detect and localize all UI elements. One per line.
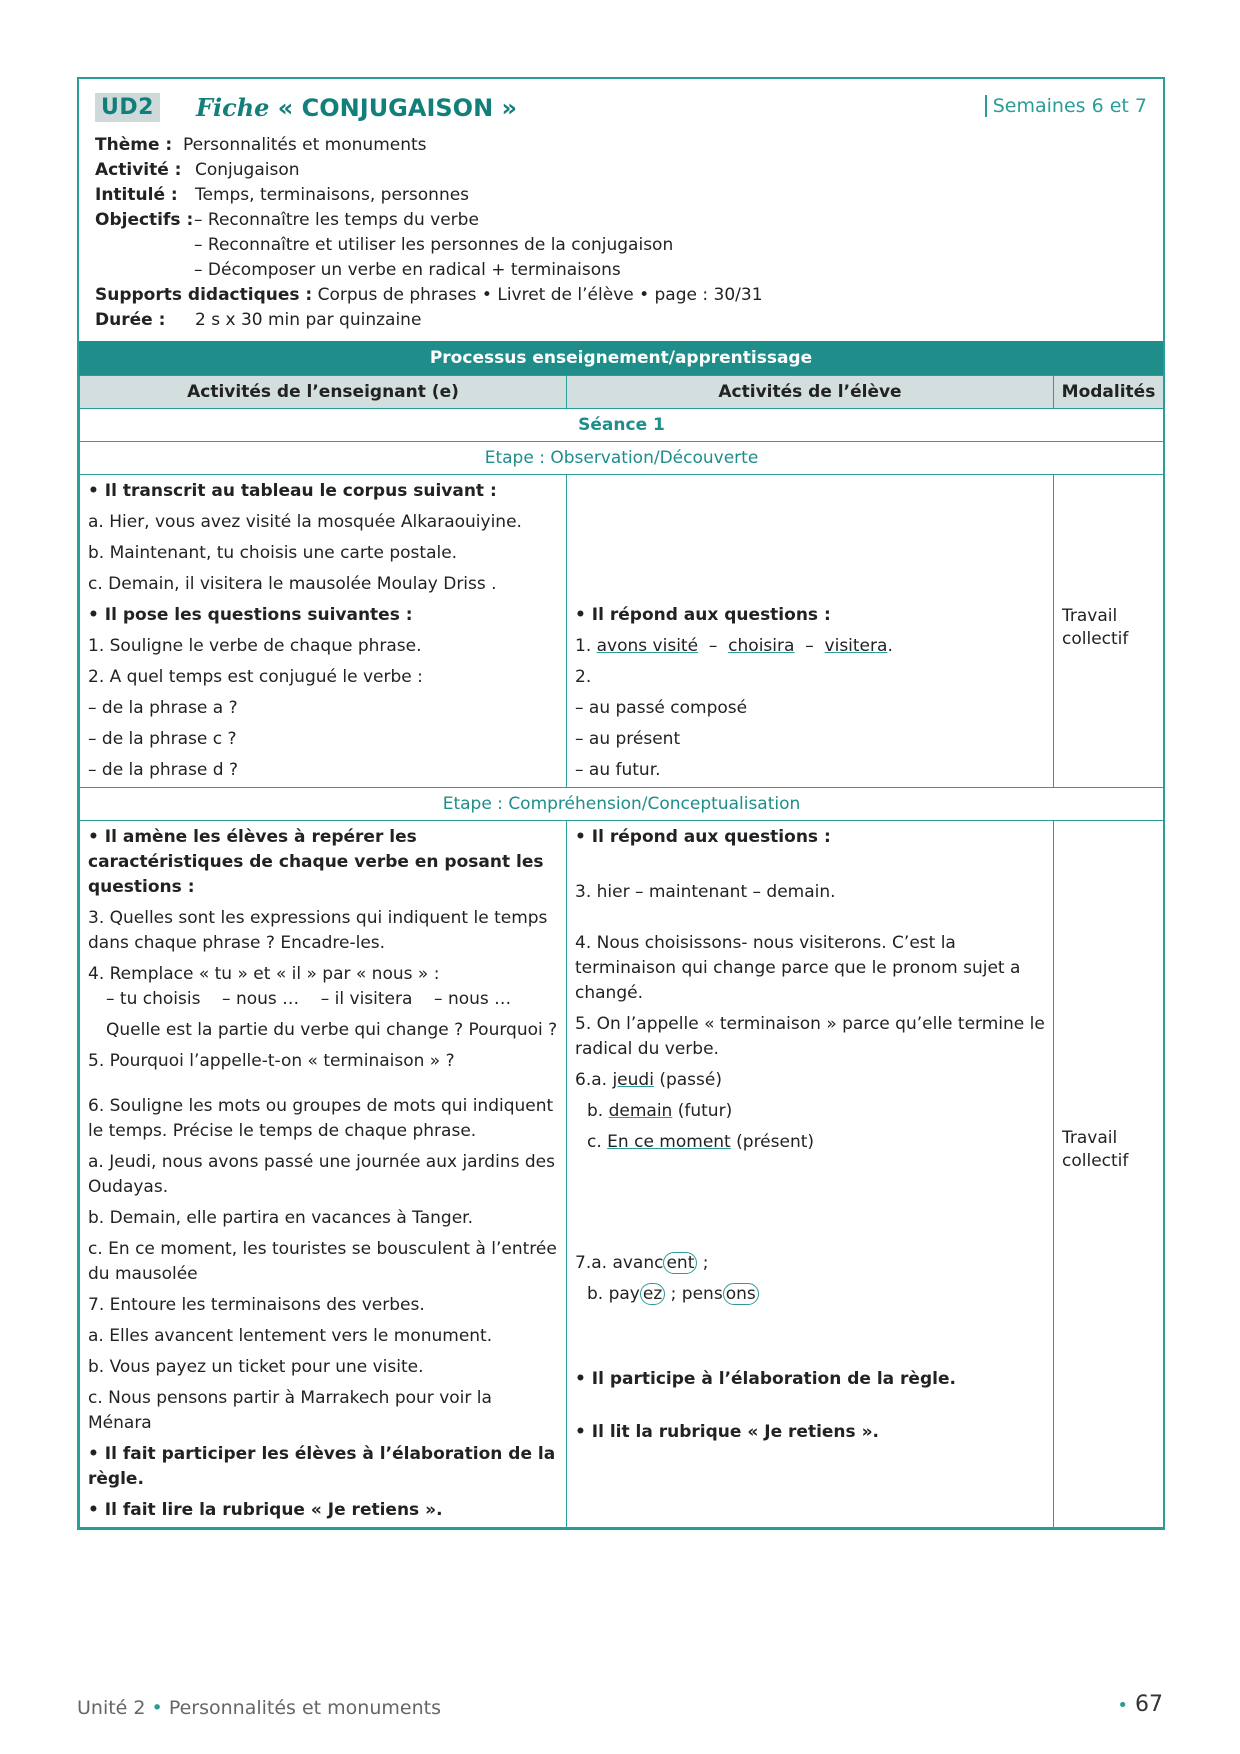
page-footer [77,1697,441,1719]
student-line: 1. avons visité – choisira – visitera. [575,636,893,656]
modalite-cell-1 [1054,475,1164,788]
teacher-cell-1 [80,475,567,788]
student-line: • Il participe à l’élaboration de la règle. [575,1369,956,1389]
teacher-line: b. Demain, elle partira en vacances à Tanger. [88,1208,473,1228]
student-line: – au futur. [575,760,661,780]
student-line: c. En ce moment (présent) [587,1132,815,1152]
objectif-1: – Reconnaître les temps du verbe [194,210,479,230]
page-number: • 67 [1117,1692,1163,1717]
table-row [80,475,1164,788]
lesson-meta [95,133,1147,333]
teacher-line: – de la phrase c ? [88,729,237,749]
student-cell-1 [567,475,1054,788]
sheet-header [79,79,1163,341]
col-student: Activités de l’élève [567,376,1054,409]
modalite-text: Travail collectif [1062,606,1129,649]
ending-circle: ent [663,1252,697,1274]
supports-label: Supports didactiques : [95,285,313,305]
teacher-line: • Il pose les questions suivantes : [88,605,413,625]
activities-table [79,375,1164,1528]
student-line: b. pay ez ; pens ons [575,1282,1045,1307]
seance-title: Séance 1 [80,409,1164,442]
student-line: – au passé composé [575,698,748,718]
student-line: 7.a. avanc ent ; [575,1253,709,1273]
sheet-title: Fiche « CONJUGAISON » [195,92,518,122]
modalite-cell-2 [1054,821,1164,1528]
teacher-line: 6. Souligne les mots ou groupes de mots qui indiquent le temps. Précise le temps de chaque phrase. [88,1096,554,1141]
objectifs-label: Objectifs : [95,210,194,230]
student-line: b. demain (futur) [587,1101,733,1121]
process-banner: Processus enseignement/apprentissage [79,341,1163,375]
col-teacher: Activités de l’enseignant (e) [80,376,567,409]
activite-label: Activité : [95,160,182,180]
teacher-cell-2 [80,821,567,1528]
student-line: 2. [575,667,592,687]
duree-value: 2 s x 30 min par quinzaine [195,310,422,330]
student-line: • Il répond aux questions : [575,605,831,625]
teacher-line: 5. Pourquoi l’appelle-t-on « terminaison » ? [88,1051,455,1071]
student-line: • Il lit la rubrique « Je retiens ». [575,1422,880,1442]
teacher-line: 7. Entoure les terminaisons des verbes. [88,1295,425,1315]
table-row [80,821,1164,1528]
unit-badge: UD2 [95,93,160,122]
objectif-2: – Reconnaître et utiliser les personnes de la conjugaison [194,235,674,255]
supports-value: Corpus de phrases • Livret de l’élève • page : 30/31 [317,285,763,305]
col-modalites: Modalités [1054,376,1164,409]
student-line: 3. hier – maintenant – demain. [575,882,836,902]
teacher-line: a. Elles avancent lentement vers le monument. [88,1326,493,1346]
objectif-3: – Décomposer un verbe en radical + terminaisons [194,260,621,280]
student-cell-2 [567,821,1054,1528]
teacher-line: a. Hier, vous avez visité la mosquée Alkaraouiyine. [88,512,522,532]
teacher-line: 4. Remplace « tu » et « il » par « nous » : [88,964,440,984]
modalite-text: Travail collectif [1062,1128,1129,1171]
teacher-line: 2. A quel temps est conjugué le verbe : [88,667,423,687]
teacher-line: • Il transcrit au tableau le corpus suivant : [88,481,497,501]
student-line: 4. Nous choisissons- nous visiterons. C’est la terminaison qui change parce que le pronom sujet a changé. [575,933,1021,1003]
teacher-line: a. Jeudi, nous avons passé une journée aux jardins des Oudayas. [88,1152,555,1197]
teacher-line: 1. Souligne le verbe de chaque phrase. [88,636,422,656]
teacher-line: c. En ce moment, les touristes se bousculent à l’entrée du mausolée [88,1239,557,1284]
weeks-label: Semaines 6 et 7 [985,95,1147,117]
teacher-line: – tu choisis – nous … – il visitera – nous … [106,989,512,1009]
footer-theme: Personnalités et monuments [168,1697,441,1719]
teacher-line: Quelle est la partie du verbe qui change ? Pourquoi ? [106,1020,558,1040]
teacher-line: b. Vous payez un ticket pour une visite. [88,1357,424,1377]
theme-value: Personnalités et monuments [183,135,427,155]
student-line: 6.a. jeudi (passé) [575,1070,722,1090]
duree-label: Durée : [95,310,166,330]
teacher-line: • Il amène les élèves à repérer les caractéristiques de chaque verbe en posant les questions : [88,827,544,897]
ending-circle: ez [640,1283,665,1305]
ending-circle: ons [723,1283,759,1305]
teacher-line: c. Nous pensons partir à Marrakech pour voir la Ménara [88,1388,492,1433]
teacher-line: – de la phrase a ? [88,698,238,718]
teacher-line: • Il fait lire la rubrique « Je retiens ». [88,1500,443,1520]
teacher-line: b. Maintenant, tu choisis une carte postale. [88,543,458,563]
student-line: • Il répond aux questions : [575,827,831,847]
teacher-line: 3. Quelles sont les expressions qui indiquent le temps dans chaque phrase ? Encadre-les. [88,908,548,953]
intitule-value: Temps, terminaisons, personnes [195,185,470,205]
teacher-line: c. Demain, il visitera le mausolée Moulay Driss . [88,574,497,594]
theme-label: Thème : [95,135,173,155]
footer-unit: Unité 2 [77,1697,146,1719]
activite-value: Conjugaison [195,160,300,180]
lesson-sheet [77,77,1165,1530]
student-line: 5. On l’appelle « terminaison » parce qu’elle termine le radical du verbe. [575,1014,1045,1059]
student-line: – au présent [575,729,681,749]
intitule-label: Intitulé : [95,185,178,205]
footer-separator: • [151,1697,163,1719]
teacher-line: • Il fait participer les élèves à l’élaboration de la règle. [88,1444,556,1489]
teacher-line: – de la phrase d ? [88,760,239,780]
etape-observation: Etape : Observation/Découverte [80,442,1164,475]
etape-comprehension: Etape : Compréhension/Conceptualisation [80,788,1164,821]
